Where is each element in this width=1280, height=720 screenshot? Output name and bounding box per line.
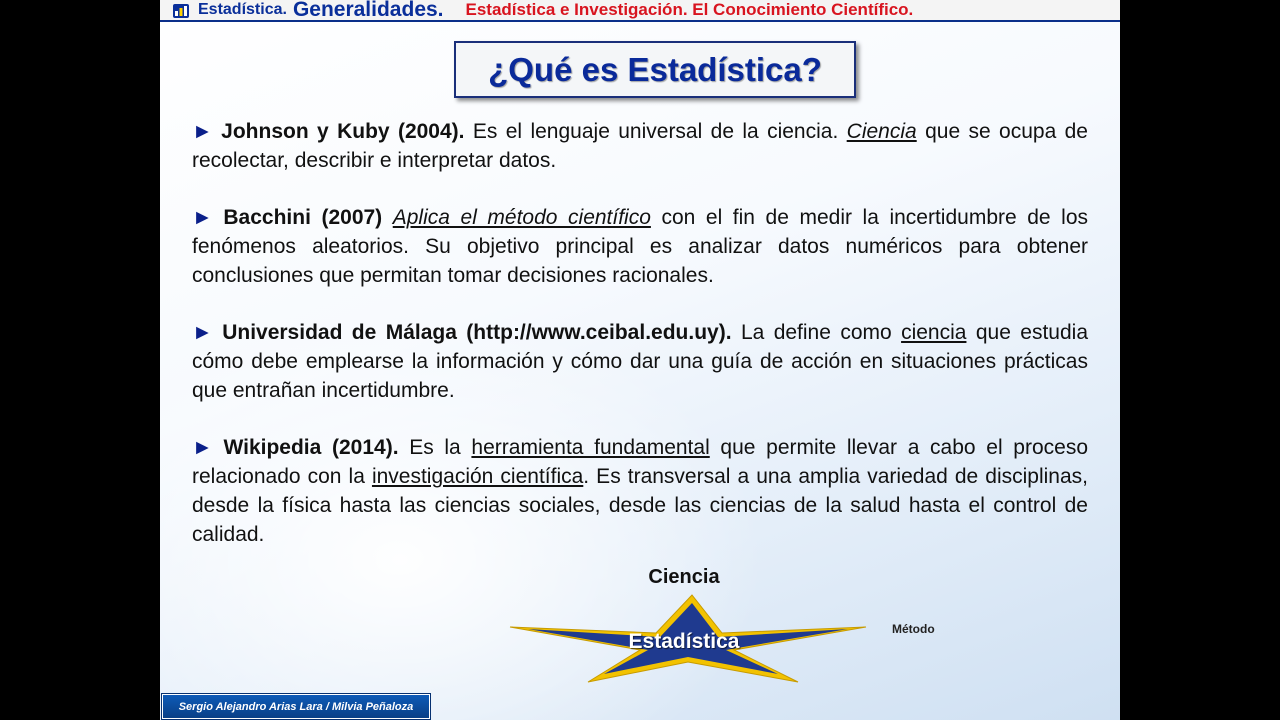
slide-title: ¿Qué es Estadística? (488, 50, 822, 88)
definition-text: con el fin de medir la incertidumbre de los fenómenos aleatorios. Su objetivo principal es analizar datos numéricos para obtener conclusiones que permitan tomar decisiones racionales. (192, 206, 1088, 287)
bullet-arrow-icon: ► (192, 436, 213, 459)
definition-text: . Es transversal a una amplia variedad de disciplinas, desde la física hasta las ciencias sociales, desde las ciencias de la salud hasta el control de calidad. (192, 465, 1088, 546)
underlined-term: Aplica el método científico (392, 206, 651, 229)
underlined-term: investigación científica (371, 465, 584, 488)
bullet-arrow-icon: ► (192, 321, 213, 344)
header-topic: Estadística e Investigación. El Conocimiento Científico. (465, 0, 914, 19)
underlined-term: Ciencia (846, 120, 917, 143)
definition-bacchini (192, 203, 1088, 290)
definition-text: La define como (731, 321, 902, 344)
concept-diagram (508, 566, 935, 690)
diagram-side-label: Método (892, 622, 935, 636)
definition-text: que permite llevar a cabo el proceso relacionado con la (192, 436, 1088, 488)
definition-wikipedia (192, 433, 1088, 549)
diagram-center-label: Estadística (628, 630, 740, 653)
definitions-list (192, 117, 1088, 577)
citation: Bacchini (2007) (223, 206, 383, 229)
definition-universidad-malaga (192, 318, 1088, 405)
definition-text: que estudia cómo debe emplearse la información y cómo dar una guía de acción en situaciones prácticas que entrañan incertidumbre. (192, 321, 1089, 402)
definition-text: Es la (398, 436, 472, 459)
definition-text (382, 206, 393, 229)
header-section: Generalidades. (292, 0, 444, 21)
definition-text: que se ocupa de recolectar, describir e interpretar datos. (192, 120, 1088, 172)
definition-johnson-kuby (192, 117, 1088, 175)
underlined-term: herramienta fundamental (471, 436, 710, 459)
header-bar (160, 0, 1120, 22)
underlined-term: ciencia (901, 321, 967, 344)
citation: Universidad de Málaga (http://www.ceibal.edu.uy). (222, 321, 732, 344)
diagram-top-label: Ciencia (648, 566, 720, 588)
author-credit: Sergio Alejandro Arias Lara / Milvia Peñaloza (162, 694, 430, 719)
header-subject: Estadística. (198, 1, 287, 18)
bullet-arrow-icon: ► (192, 120, 213, 143)
citation: Wikipedia (2014). (223, 436, 399, 459)
slide (160, 0, 1120, 720)
citation: Johnson y Kuby (2004). (221, 120, 465, 143)
statistics-logo-icon (172, 2, 190, 19)
slide-title-box (454, 41, 856, 98)
definition-text: Es el lenguaje universal de la ciencia. (464, 120, 847, 143)
bullet-arrow-icon: ► (192, 206, 213, 229)
